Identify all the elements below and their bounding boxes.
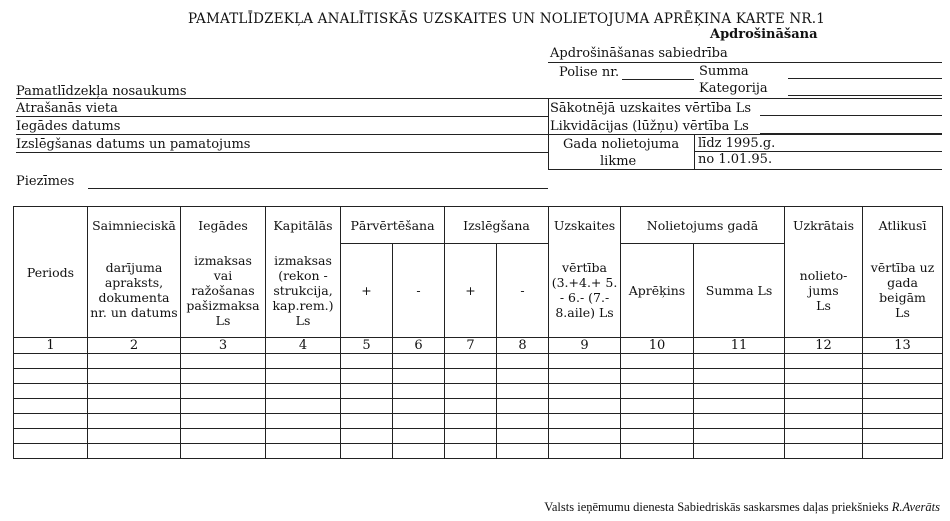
header-exclusion-minus: - (497, 244, 549, 338)
table-cell[interactable] (621, 429, 694, 444)
table-cell[interactable] (88, 369, 181, 384)
table-cell[interactable] (341, 399, 393, 414)
table-row (14, 414, 943, 429)
liquidation-value-label: Likvidācijas (lūžņu) vērtība Ls (550, 119, 749, 134)
table-cell[interactable] (341, 369, 393, 384)
table-cell[interactable] (445, 399, 497, 414)
table-cell[interactable] (497, 399, 549, 414)
table-row (14, 369, 943, 384)
table-cell[interactable] (181, 444, 266, 459)
asset-name-field[interactable] (16, 98, 942, 99)
table-cell[interactable] (497, 429, 549, 444)
table-cell[interactable] (14, 429, 88, 444)
footer-signature: R.Averāts (891, 500, 940, 514)
column-number: 6 (393, 338, 445, 354)
table-cell[interactable] (266, 414, 341, 429)
table-cell[interactable] (14, 414, 88, 429)
table-cell[interactable] (863, 444, 943, 459)
header-row-top (14, 207, 943, 244)
right-box-left-border (548, 98, 549, 170)
table-cell[interactable] (181, 384, 266, 399)
table-cell[interactable] (785, 399, 863, 414)
table-cell[interactable] (266, 369, 341, 384)
acquisition-date-field[interactable] (16, 134, 942, 135)
table-cell[interactable] (497, 384, 549, 399)
header-residual-bottom (863, 244, 943, 338)
table-cell[interactable] (14, 399, 88, 414)
table-cell[interactable] (694, 444, 785, 459)
column-number: 11 (694, 338, 785, 354)
table-cell[interactable] (445, 369, 497, 384)
header-text-line: Ls (215, 312, 231, 328)
header-text-line: kap.rem.) (272, 297, 334, 313)
table-cell[interactable] (88, 384, 181, 399)
table-cell[interactable] (393, 354, 445, 369)
header-period: Periods (14, 207, 88, 338)
header-text-line: dokumenta (98, 290, 170, 306)
table-cell[interactable] (549, 399, 621, 414)
table-cell[interactable] (445, 354, 497, 369)
column-number: 8 (497, 338, 549, 354)
table-cell[interactable] (863, 354, 943, 369)
column-number: 1 (14, 338, 88, 354)
header-text-line: izmaksas (194, 252, 252, 268)
table-cell[interactable] (785, 414, 863, 429)
header-text-line: Ls (816, 297, 831, 313)
table-cell[interactable] (549, 354, 621, 369)
table-cell[interactable] (694, 384, 785, 399)
header-text-line: darījuma (105, 260, 163, 276)
header-revaluation-plus: + (341, 244, 393, 338)
table-cell[interactable] (341, 414, 393, 429)
header-text-line: jums (808, 282, 839, 298)
table-cell[interactable] (621, 369, 694, 384)
notes-label: Piezīmes (16, 174, 75, 189)
column-number: 5 (341, 338, 393, 354)
table-row (14, 399, 943, 414)
header-text-line: nr. un datums (90, 305, 178, 321)
table-cell[interactable] (341, 444, 393, 459)
header-accumulated-top: Uzkrātais (785, 207, 863, 244)
policy-field[interactable] (622, 79, 694, 80)
table-row (14, 384, 943, 399)
table-cell[interactable] (863, 429, 943, 444)
table-cell[interactable] (341, 354, 393, 369)
table-cell[interactable] (549, 414, 621, 429)
table-cell[interactable] (785, 444, 863, 459)
header-text-line: beigām (879, 290, 926, 306)
header-revaluation: Pārvērtēšana (341, 207, 445, 244)
column-number: 3 (181, 338, 266, 354)
rate-from: no 1.01.95. (698, 152, 773, 167)
table-cell[interactable] (341, 384, 393, 399)
table-cell[interactable] (621, 384, 694, 399)
header-acquisition-bottom (181, 244, 266, 338)
header-text-line: (3.+4.+ 5. (551, 275, 618, 291)
table-cell[interactable] (863, 414, 943, 429)
table-cell[interactable] (621, 399, 694, 414)
table-cell[interactable] (181, 414, 266, 429)
category-field[interactable] (788, 95, 942, 96)
column-number: 7 (445, 338, 497, 354)
column-number: 12 (785, 338, 863, 354)
table-cell[interactable] (549, 369, 621, 384)
footer (544, 500, 940, 515)
header-text-line: gada (887, 275, 918, 291)
header-exclusion-plus: + (445, 244, 497, 338)
table-cell[interactable] (863, 384, 943, 399)
header-revaluation-minus: - (393, 244, 445, 338)
header-text-line: - 6.- (7.- (559, 290, 610, 306)
header-transaction-top: Saimnieciskā (88, 207, 181, 244)
table-cell[interactable] (393, 399, 445, 414)
header-text-line: vai (213, 267, 233, 283)
table-cell[interactable] (497, 354, 549, 369)
table-cell[interactable] (549, 444, 621, 459)
table-cell[interactable] (181, 399, 266, 414)
table-cell[interactable] (14, 384, 88, 399)
insurance-heading: Apdrošināšana (710, 27, 818, 42)
table-cell[interactable] (14, 444, 88, 459)
header-depreciation-year: Nolietojums gadā (621, 207, 785, 244)
notes-field[interactable] (88, 188, 548, 189)
header-text-line: Ls (295, 312, 311, 328)
header-text-line: izmaksas (274, 252, 332, 268)
table-cell[interactable] (445, 444, 497, 459)
header-book-bottom (549, 244, 621, 338)
rate-label-line2: likme (600, 154, 637, 169)
initial-value-field[interactable] (760, 115, 942, 116)
table-cell[interactable] (785, 354, 863, 369)
table-cell[interactable] (393, 414, 445, 429)
insurance-company-label: Apdrošināšanas sabiedrība (550, 46, 728, 61)
table-cell[interactable] (181, 354, 266, 369)
table-cell[interactable] (621, 414, 694, 429)
header-text-line: apraksts, (104, 275, 164, 291)
table-cell[interactable] (497, 444, 549, 459)
table-cell[interactable] (694, 414, 785, 429)
header-calculation: Aprēķins (621, 244, 694, 338)
table-cell[interactable] (266, 384, 341, 399)
table-cell[interactable] (621, 354, 694, 369)
header-acquisition-top: Iegādes (181, 207, 266, 244)
table-cell[interactable] (88, 399, 181, 414)
table-cell[interactable] (14, 369, 88, 384)
table-cell[interactable] (266, 444, 341, 459)
table-cell[interactable] (694, 354, 785, 369)
location-label: Atrašanās vieta (16, 101, 118, 116)
column-number: 10 (621, 338, 694, 354)
table-cell[interactable] (393, 384, 445, 399)
table-cell[interactable] (341, 429, 393, 444)
document-title: PAMATLĪDZEKĻA ANALĪTISKĀS UZSKAITES UN NOLIETOJUMA APRĒĶINA KARTE NR.1 (188, 11, 826, 27)
asset-name-label: Pamatlīdzekļa nosaukums (16, 84, 187, 99)
insurance-company-line[interactable] (548, 62, 942, 63)
table-cell[interactable] (694, 429, 785, 444)
sum-label: Summa (699, 64, 749, 79)
table-cell[interactable] (181, 369, 266, 384)
table-cell[interactable] (785, 429, 863, 444)
header-text-line: nolieto- (799, 267, 848, 283)
depreciation-table (13, 206, 943, 459)
exclusion-label: Izslēgšanas datums un pamatojums (16, 137, 251, 152)
header-text-line: vērtība uz (870, 260, 935, 276)
liquidation-value-field[interactable] (760, 133, 942, 134)
table-row (14, 354, 943, 369)
header-capital-bottom (266, 244, 341, 338)
policy-label: Polise nr. (559, 65, 620, 80)
table-cell[interactable] (785, 369, 863, 384)
acquisition-date-label: Iegādes datums (16, 119, 121, 134)
table-cell[interactable] (393, 369, 445, 384)
table-cell[interactable] (497, 414, 549, 429)
table-cell[interactable] (88, 444, 181, 459)
table-cell[interactable] (863, 399, 943, 414)
column-number: 9 (549, 338, 621, 354)
table-cell[interactable] (549, 429, 621, 444)
table-cell[interactable] (266, 354, 341, 369)
table-cell[interactable] (785, 384, 863, 399)
table-cell[interactable] (88, 414, 181, 429)
table-cell[interactable] (694, 369, 785, 384)
table-cell[interactable] (445, 414, 497, 429)
footer-text: Valsts ieņēmumu dienesta Sabiedriskās saskarsmes daļas priekšnieks (544, 500, 889, 514)
header-residual-top: Atlikusī (863, 207, 943, 244)
sum-field[interactable] (788, 78, 942, 79)
table-cell[interactable] (621, 444, 694, 459)
table-cell[interactable] (497, 369, 549, 384)
header-accumulated-bottom (785, 244, 863, 338)
rate-label-line1: Gada nolietojuma (563, 137, 680, 152)
table-cell[interactable] (14, 354, 88, 369)
table-cell[interactable] (393, 429, 445, 444)
rate-until: līdz 1995.g. (698, 136, 776, 151)
header-sum: Summa Ls (694, 244, 785, 338)
header-book-top: Uzskaites (549, 207, 621, 244)
header-text-line: (rekon - (278, 267, 328, 283)
table-cell[interactable] (266, 429, 341, 444)
table-cell[interactable] (549, 384, 621, 399)
header-transaction-bottom (88, 244, 181, 338)
header-capital-top: Kapitālās (266, 207, 341, 244)
header-text-line: Ls (895, 305, 910, 321)
column-number: 2 (88, 338, 181, 354)
rate-from-field[interactable] (548, 169, 942, 170)
header-text-line: pašizmaksa (186, 297, 260, 313)
header-text-line: vērtība (562, 260, 607, 276)
table-cell[interactable] (445, 429, 497, 444)
table-cell[interactable] (445, 384, 497, 399)
column-number: 13 (863, 338, 943, 354)
table-row (14, 444, 943, 459)
header-text-line: strukcija, (273, 282, 333, 298)
column-number: 4 (266, 338, 341, 354)
table-row (14, 429, 943, 444)
table-cell[interactable] (88, 429, 181, 444)
table-cell[interactable] (88, 354, 181, 369)
header-text-line: 8.aile) Ls (555, 305, 614, 321)
column-number-row (14, 338, 943, 354)
category-label: Kategorija (699, 81, 768, 96)
empty-rows-body (14, 354, 943, 459)
rate-divider (694, 134, 695, 170)
table-cell[interactable] (266, 399, 341, 414)
exclusion-field[interactable] (16, 152, 548, 153)
header-row-bottom (14, 244, 943, 338)
table-cell[interactable] (694, 399, 785, 414)
table-cell[interactable] (181, 429, 266, 444)
table-cell[interactable] (863, 369, 943, 384)
location-field[interactable] (16, 116, 548, 117)
header-exclusion: Izslēgšana (445, 207, 549, 244)
initial-value-label: Sākotnējā uzskaites vērtība Ls (550, 101, 752, 116)
header-text-line: ražošanas (191, 282, 255, 298)
table-cell[interactable] (393, 444, 445, 459)
